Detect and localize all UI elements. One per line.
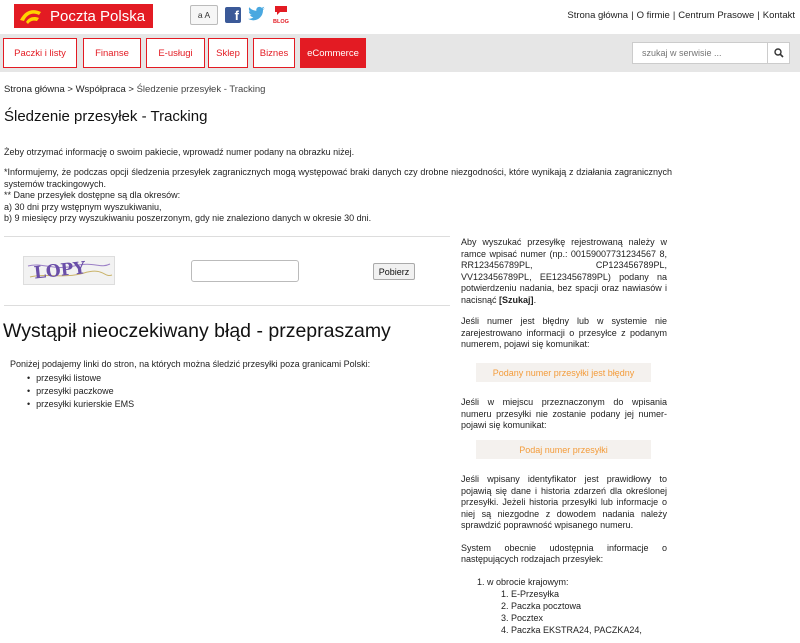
captcha-letter: LOPY — [32, 258, 87, 284]
nav-eservices[interactable]: E-usługi — [146, 38, 205, 68]
fetch-button[interactable]: Pobierz — [373, 263, 415, 280]
nav-business[interactable]: Biznes — [253, 38, 295, 68]
help-text: Jeśli w miejscu przeznaczonym do wpisania numeru przesyłki nie zostanie podany jej numer- pojawi się komunikat: — [461, 397, 667, 430]
post-horn-icon — [16, 5, 46, 27]
notice-text: a) 30 dni przy wstępnym wyszukiwaniu, — [4, 201, 162, 212]
parcel-types-list — [477, 576, 642, 636]
site-search — [632, 42, 790, 64]
help-panel — [461, 397, 667, 432]
help-panel — [461, 474, 667, 566]
facebook-icon[interactable]: f — [225, 7, 241, 23]
breadcrumb — [4, 84, 265, 95]
top-links — [565, 10, 797, 21]
error-title: Wystąpił nieoczekiwany błąd - przepraszamy — [3, 320, 391, 342]
toplink-press[interactable]: Centrum Prasowe — [678, 10, 755, 21]
intro-text: Żeby otrzymać informację o swoim pakiecie, wprowadź numer podany na obrazku niżej. — [4, 147, 355, 157]
separator: | — [757, 10, 760, 21]
blog-icon — [274, 5, 288, 19]
logo-text: Poczta Polska — [50, 7, 146, 25]
twitter-icon[interactable] — [248, 6, 266, 24]
notice-block — [4, 167, 672, 225]
help-text: Jeśli numer jest błędny lub w systemie nie zarejestrowano informacji o przesyłce z podanym numerem, pojawi się komunikat: — [461, 316, 667, 349]
search-keyword: [Szukaj] — [499, 294, 534, 305]
nav-shop[interactable]: Sklep — [208, 38, 248, 68]
toplink-home[interactable]: Strona główna — [567, 10, 629, 21]
main-nav — [0, 34, 800, 72]
captcha-image — [23, 256, 115, 285]
type-item: 1. E-Przesyłka — [501, 589, 560, 599]
types-heading: 1. w obrocie krajowym: — [477, 577, 569, 587]
nav-packages-letters[interactable]: Paczki i listy — [3, 38, 77, 68]
help-panel — [461, 237, 667, 351]
breadcrumb-current: Śledzenie przesyłek - Tracking — [136, 84, 266, 95]
notice-text: ** Dane przesyłek dostępne są dla okresów: — [4, 190, 181, 200]
nav-finance[interactable]: Finanse — [83, 38, 141, 68]
type-item: 2. Paczka pocztowa — [501, 601, 582, 611]
tracking-number-input[interactable] — [191, 260, 299, 282]
divider — [4, 236, 450, 237]
separator: | — [631, 10, 634, 21]
blog-link[interactable] — [273, 5, 289, 25]
font-size-toggle[interactable]: a A — [190, 5, 218, 25]
error-links-intro: Poniżej podajemy linki do stron, na których można śledzić przesyłki poza granicami Polski: — [10, 359, 371, 369]
nav-ecommerce[interactable]: eCommerce — [300, 38, 366, 68]
page-title: Śledzenie przesyłek - Tracking — [4, 108, 208, 125]
invalid-number-message: Podany numer przesyłki jest błędny — [476, 363, 651, 382]
link-letters[interactable]: • przesyłki listowe — [38, 372, 134, 385]
breadcrumb-section[interactable]: Współpraca — [75, 84, 126, 95]
search-icon — [774, 48, 784, 58]
toplink-about[interactable]: O firmie — [636, 10, 670, 21]
link-parcels[interactable]: • przesyłki paczkowe — [38, 385, 134, 398]
separator: | — [672, 10, 676, 21]
notice-text: b) 9 miesięcy przy wyszukiwaniu poszerzonym, gdy nie znaleziono danych w okresie 30 dni. — [4, 213, 372, 223]
search-input[interactable] — [632, 42, 767, 64]
blog-label: BLOG — [273, 19, 289, 25]
breadcrumb-separator: > — [128, 84, 134, 95]
divider — [4, 305, 450, 306]
toplink-contact[interactable]: Kontakt — [762, 10, 795, 21]
top-bar — [0, 0, 800, 33]
link-ems[interactable]: • przesyłki kurierskie EMS — [38, 398, 134, 411]
poczta-polska-logo[interactable] — [14, 4, 153, 28]
breadcrumb-separator: > — [67, 84, 73, 95]
help-text: Aby wyszukać przesyłkę rejestrowaną należy w ramce wpisać numer (np.: 00159007731234567 8, RR123456789PL, CP123456789PL, VV123456789PL, EE123456789PL) podany na potwierdzeniu nadania, bez spacji oraz nawiasów i nacisnąć [Szukaj]. — [461, 237, 667, 305]
help-text: Jeśli wpisany identyfikator jest prawidłowy to pojawią się dane i historia zdarzeń dla określonej przesyłki. Jeżeli historia przesyłki lub informacje o niej są niezgodne z dowodem nadania należy sprawdzić poprawność wpisanego numeru. — [461, 474, 667, 530]
help-text: System obecnie udostępnia informacje o następujących rodzajach przesyłek: — [461, 542, 667, 564]
social-toolbar — [190, 5, 289, 25]
search-button[interactable] — [767, 42, 790, 64]
type-item: 4. Paczka EKSTRA24, PACZKA24, — [501, 625, 642, 635]
notice-text: *Informujemy, że podczas opcji śledzenia przesyłek zagranicznych mogą występować braki danych czy drobne niezgodności, które wynikają z działania zagranicznych systemów trackingowych. — [4, 167, 672, 189]
type-item: 3. Pocztex — [501, 613, 544, 623]
breadcrumb-home[interactable]: Strona główna — [4, 84, 65, 95]
tracking-links-list — [38, 372, 134, 411]
missing-number-message: Podaj numer przesyłki — [476, 440, 651, 459]
